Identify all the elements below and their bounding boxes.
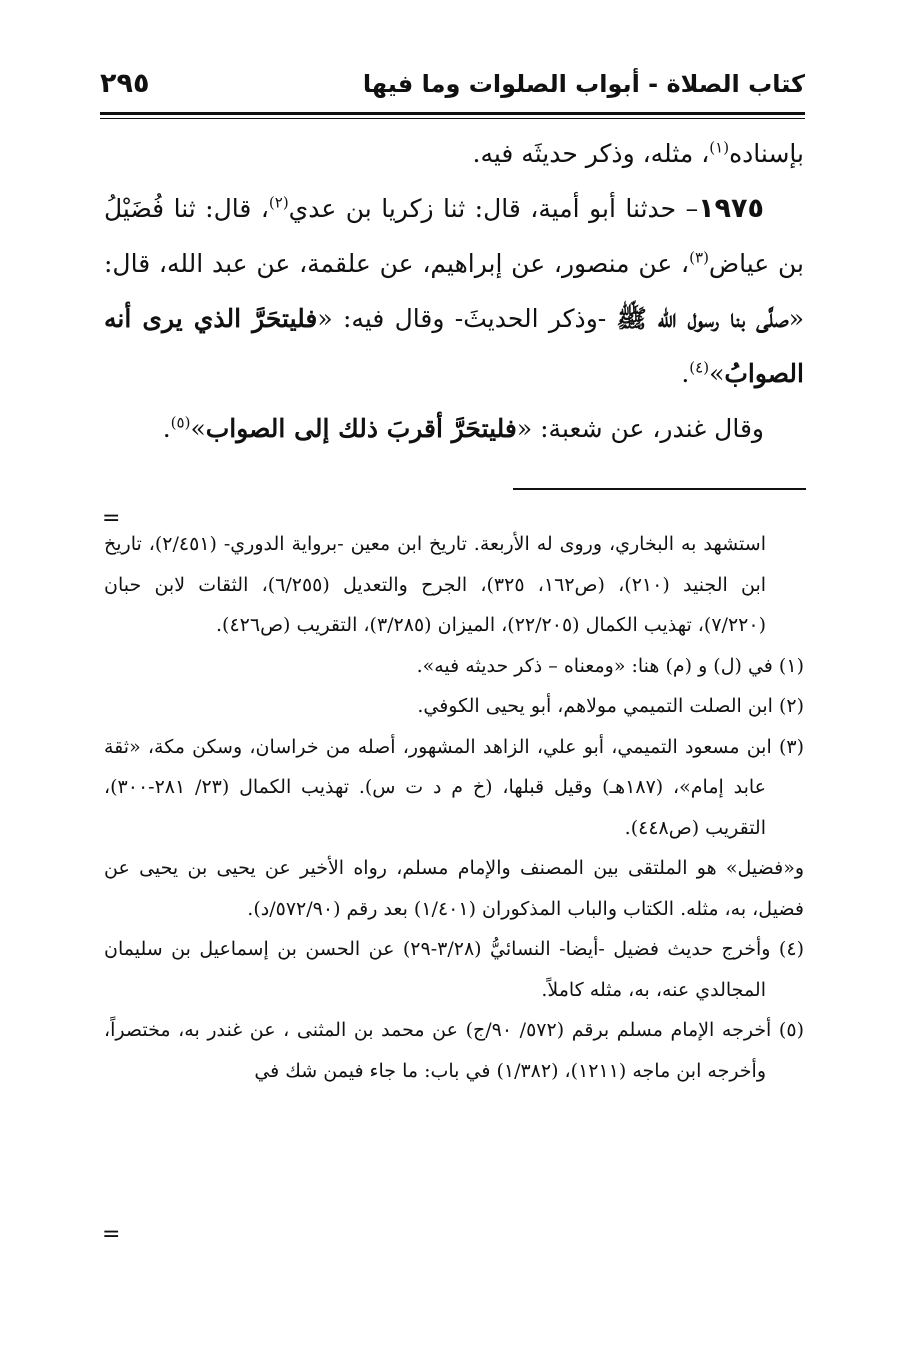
main-text bbox=[104, 126, 804, 456]
footnote-continued: استشهد به البخاري، وروى له الأربعة. تاريخ ابن معين -برواية الدوري- (٢/٤٥١)، تاريخ ابن الجنيد (٢١٠)، (ص١٦٢، ٣٢٥)، الجرح والتعديل (٦/٢٥٥)، الثقات لابن حبان (٧/٢٢٠)، تهذيب الكمال (٢٢/٢٠٥)، الميزان (٣/٢٨٥)، التقريب (ص٤٢٦). bbox=[104, 533, 767, 636]
quote-bold-2: فليتحَرَّ الذي يرى أنه الصوابُ bbox=[104, 304, 804, 388]
footnote-ref-1[interactable]: (١) bbox=[709, 138, 730, 157]
header-rule-thin bbox=[100, 118, 805, 119]
page-number: ٢٩٥ bbox=[100, 68, 150, 99]
footnote-ref-2[interactable]: (٢) bbox=[268, 193, 289, 212]
page-header bbox=[100, 66, 805, 110]
footnote-ref-5[interactable]: (٥) bbox=[170, 413, 191, 432]
footnote-ref-3[interactable]: (٣) bbox=[689, 248, 709, 267]
continued-mark-bottom: = bbox=[102, 1222, 121, 1247]
header-rule-thick bbox=[100, 112, 805, 115]
quote-bold-1: صلَّى بنا رسول الله ﷺ bbox=[616, 304, 789, 333]
footnote-2: (٢) ابن الصلت التميمي مولاهم، أبو يحيى الكوفي. bbox=[417, 695, 804, 717]
footnote-4: (٤) وأخرج حديث فضيل -أيضا- النسائيُّ (٣/٢٨-٢٩) عن الحسن بن إسماعيل بن سليمان المجالدي عنه، به، مثله كاملاً. bbox=[104, 938, 804, 1001]
continued-mark-top: = bbox=[102, 506, 121, 531]
footnote-separator bbox=[513, 488, 806, 490]
hadith-number: ١٩٧٥ bbox=[698, 193, 764, 224]
footnote-3-extra: و«فضيل» هو الملتقى بين المصنف والإمام مسلم، رواه الأخير عن يحيى بن يحيى عن فضيل، به، مثله. الكتاب والباب المذكوران (١/٤٠١) بعد رقم (٥٧٢/٩٠/د). bbox=[104, 857, 804, 920]
footnote-3: (٣) ابن مسعود التميمي، أبو علي، الزاهد المشهور، أصله من خراسان، وسكن مكة، «ثقة عابد إمام»، (١٨٧هـ) وقيل قبلها، (خ م د ت س). تهذيب الكمال (٢٣/ ٢٨١-٣٠٠)، التقريب (ص٤٤٨). bbox=[104, 735, 804, 839]
footnotes bbox=[104, 524, 804, 1091]
quote-bold-3: فليتحَرَّ أقربَ ذلك إلى الصواب bbox=[205, 414, 517, 443]
footnote-5: (٥) أخرجه الإمام مسلم برقم (٥٧٢/ ٩٠/ج) عن محمد بن المثنى ، عن غندر به، مختصراً، وأخرجه ابن ماجه (١٢١١)، (١/٣٨٢) في باب: ما جاء فيمن شك في bbox=[104, 1019, 804, 1082]
footnote-ref-4[interactable]: (٤) bbox=[689, 358, 710, 377]
running-title: كتاب الصلاة - أبواب الصلوات وما فيها bbox=[362, 70, 805, 98]
main-line-continuation: بإسناده$^{(١)}$، مثله، وذكر حديثَه فيه. bbox=[472, 138, 804, 168]
hadith-1975: ١٩٧٥– حدثنا أبو أمية، قال: ثنا زكريا بن عدي$^{(٢)}$، قال: ثنا فُضَيْلُ بن عياض$^{(٣)}$، عن منصور، عن إبراهيم، عن علقمة، عن عبد الله، قال: «صلَّى بنا رسول الله ﷺ -وذكر الحديثَ- وقال فيه: «فليتحَرَّ الذي يرى أنه الصوابُ»$^{(٤)}$. bbox=[104, 193, 804, 388]
footnote-1: (١) في (ل) و (م) هنا: «ومعناه – ذكر حديثه فيه». bbox=[416, 654, 804, 677]
ghundar-narration: وقال غندر، عن شعبة: «فليتحَرَّ أقربَ ذلك إلى الصواب»$^{(٥)}$. bbox=[162, 413, 764, 443]
